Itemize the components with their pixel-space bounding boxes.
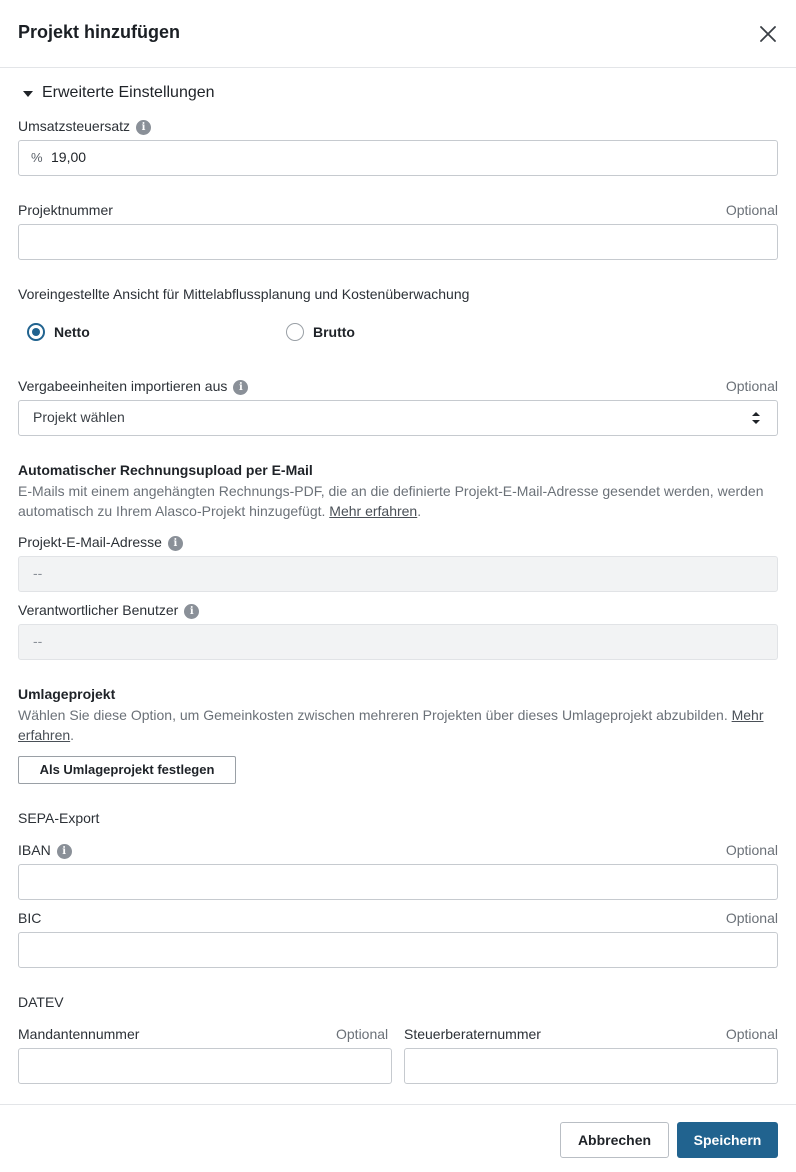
project-email-value: -- bbox=[33, 565, 43, 581]
save-button[interactable]: Speichern bbox=[677, 1122, 778, 1158]
iban-optional: Optional bbox=[725, 842, 778, 858]
project-number-input[interactable] bbox=[18, 224, 778, 260]
advanced-settings-label: Erweiterte Einstellungen bbox=[42, 84, 215, 101]
sepa-title: SEPA-Export bbox=[18, 810, 100, 826]
vat-input[interactable] bbox=[18, 140, 778, 176]
info-icon[interactable]: i bbox=[57, 844, 72, 859]
import-units-label-text: Vergabeeinheiten importieren aus bbox=[18, 378, 228, 394]
client-number-input[interactable] bbox=[18, 1048, 392, 1084]
email-upload-description-text: E-Mails mit einem angehängten Rechnungs-PDF, die an die definierte Projekt-E-Mail-Adresse gesendet werden, werden automatisch zu Ihrem Alasco-Projekt hinzugefügt. bbox=[18, 483, 764, 519]
dialog-footer bbox=[0, 1104, 796, 1172]
percent-prefix: % bbox=[31, 150, 43, 165]
import-units-select[interactable] bbox=[18, 400, 778, 436]
import-units-label bbox=[18, 378, 248, 395]
vat-label bbox=[18, 118, 151, 135]
info-icon[interactable]: i bbox=[136, 120, 151, 135]
vat-value: 19,00 bbox=[51, 149, 87, 165]
bic-label: BIC bbox=[18, 910, 42, 926]
set-allocation-project-button[interactable]: Als Umlageprojekt festlegen bbox=[18, 756, 236, 784]
project-number-optional: Optional bbox=[725, 202, 778, 218]
radio-netto[interactable] bbox=[27, 323, 45, 341]
email-upload-learn-more-link[interactable]: Mehr erfahren bbox=[329, 503, 418, 519]
default-view-label: Voreingestellte Ansicht für Mittelabflussplanung und Kostenüberwachung bbox=[18, 286, 470, 302]
email-upload-title: Automatischer Rechnungsupload per E-Mail bbox=[18, 462, 313, 478]
dialog-title: Projekt hinzufügen bbox=[18, 22, 180, 42]
import-units-selected: Projekt wählen bbox=[33, 409, 125, 425]
caret-down-icon bbox=[22, 88, 34, 100]
allocation-description: Wählen Sie diese Option, um Gemeinkosten zwischen mehreren Projekten über dieses Umlageprojekt abzubilden. Mehr erfahren. bbox=[18, 707, 764, 743]
close-icon[interactable] bbox=[756, 22, 780, 46]
client-number-label: Mandantennummer bbox=[18, 1026, 140, 1042]
allocation-learn-more-link[interactable]: Mehr erfahren bbox=[18, 707, 764, 743]
bic-input[interactable] bbox=[18, 932, 778, 968]
cancel-button[interactable]: Abbrechen bbox=[560, 1122, 669, 1158]
responsible-user-label bbox=[18, 602, 199, 619]
email-upload-description: E-Mails mit einem angehängten Rechnungs-PDF, die an die definierte Projekt-E-Mail-Adresse gesendet werden, werden automatisch zu Ihrem Alasco-Projekt hinzugefügt. Mehr erfahren. bbox=[18, 483, 764, 519]
import-units-optional: Optional bbox=[725, 378, 778, 394]
vat-label-text: Umsatzsteuersatz bbox=[18, 118, 131, 134]
responsible-user-value: -- bbox=[33, 633, 43, 649]
allocation-title: Umlageprojekt bbox=[18, 686, 116, 702]
info-icon[interactable]: i bbox=[184, 604, 199, 619]
iban-label-text: IBAN bbox=[18, 842, 51, 858]
tax-advisor-number-input[interactable] bbox=[404, 1048, 778, 1084]
datev-title: DATEV bbox=[18, 994, 64, 1010]
project-email-label bbox=[18, 534, 183, 551]
iban-input[interactable] bbox=[18, 864, 778, 900]
responsible-user-label-text: Verantwortlicher Benutzer bbox=[18, 602, 179, 618]
select-arrows-icon bbox=[751, 410, 761, 426]
radio-brutto-label[interactable]: Brutto bbox=[313, 324, 355, 340]
client-number-optional: Optional bbox=[336, 1026, 389, 1042]
bic-optional: Optional bbox=[725, 910, 778, 926]
info-icon[interactable]: i bbox=[233, 380, 248, 395]
tax-advisor-number-optional: Optional bbox=[725, 1026, 778, 1042]
responsible-user-input bbox=[18, 624, 778, 660]
project-email-label-text: Projekt-E-Mail-Adresse bbox=[18, 534, 162, 550]
radio-brutto[interactable] bbox=[286, 323, 304, 341]
iban-label bbox=[18, 842, 72, 859]
tax-advisor-number-label: Steuerberaternummer bbox=[404, 1026, 541, 1042]
dialog-header bbox=[0, 0, 796, 68]
project-email-input bbox=[18, 556, 778, 592]
radio-netto-label[interactable]: Netto bbox=[54, 324, 90, 340]
info-icon[interactable]: i bbox=[168, 536, 183, 551]
allocation-description-text: Wählen Sie diese Option, um Gemeinkosten zwischen mehreren Projekten über dieses Umlageprojekt abzubilden. bbox=[18, 707, 728, 723]
project-number-label: Projektnummer bbox=[18, 202, 113, 218]
